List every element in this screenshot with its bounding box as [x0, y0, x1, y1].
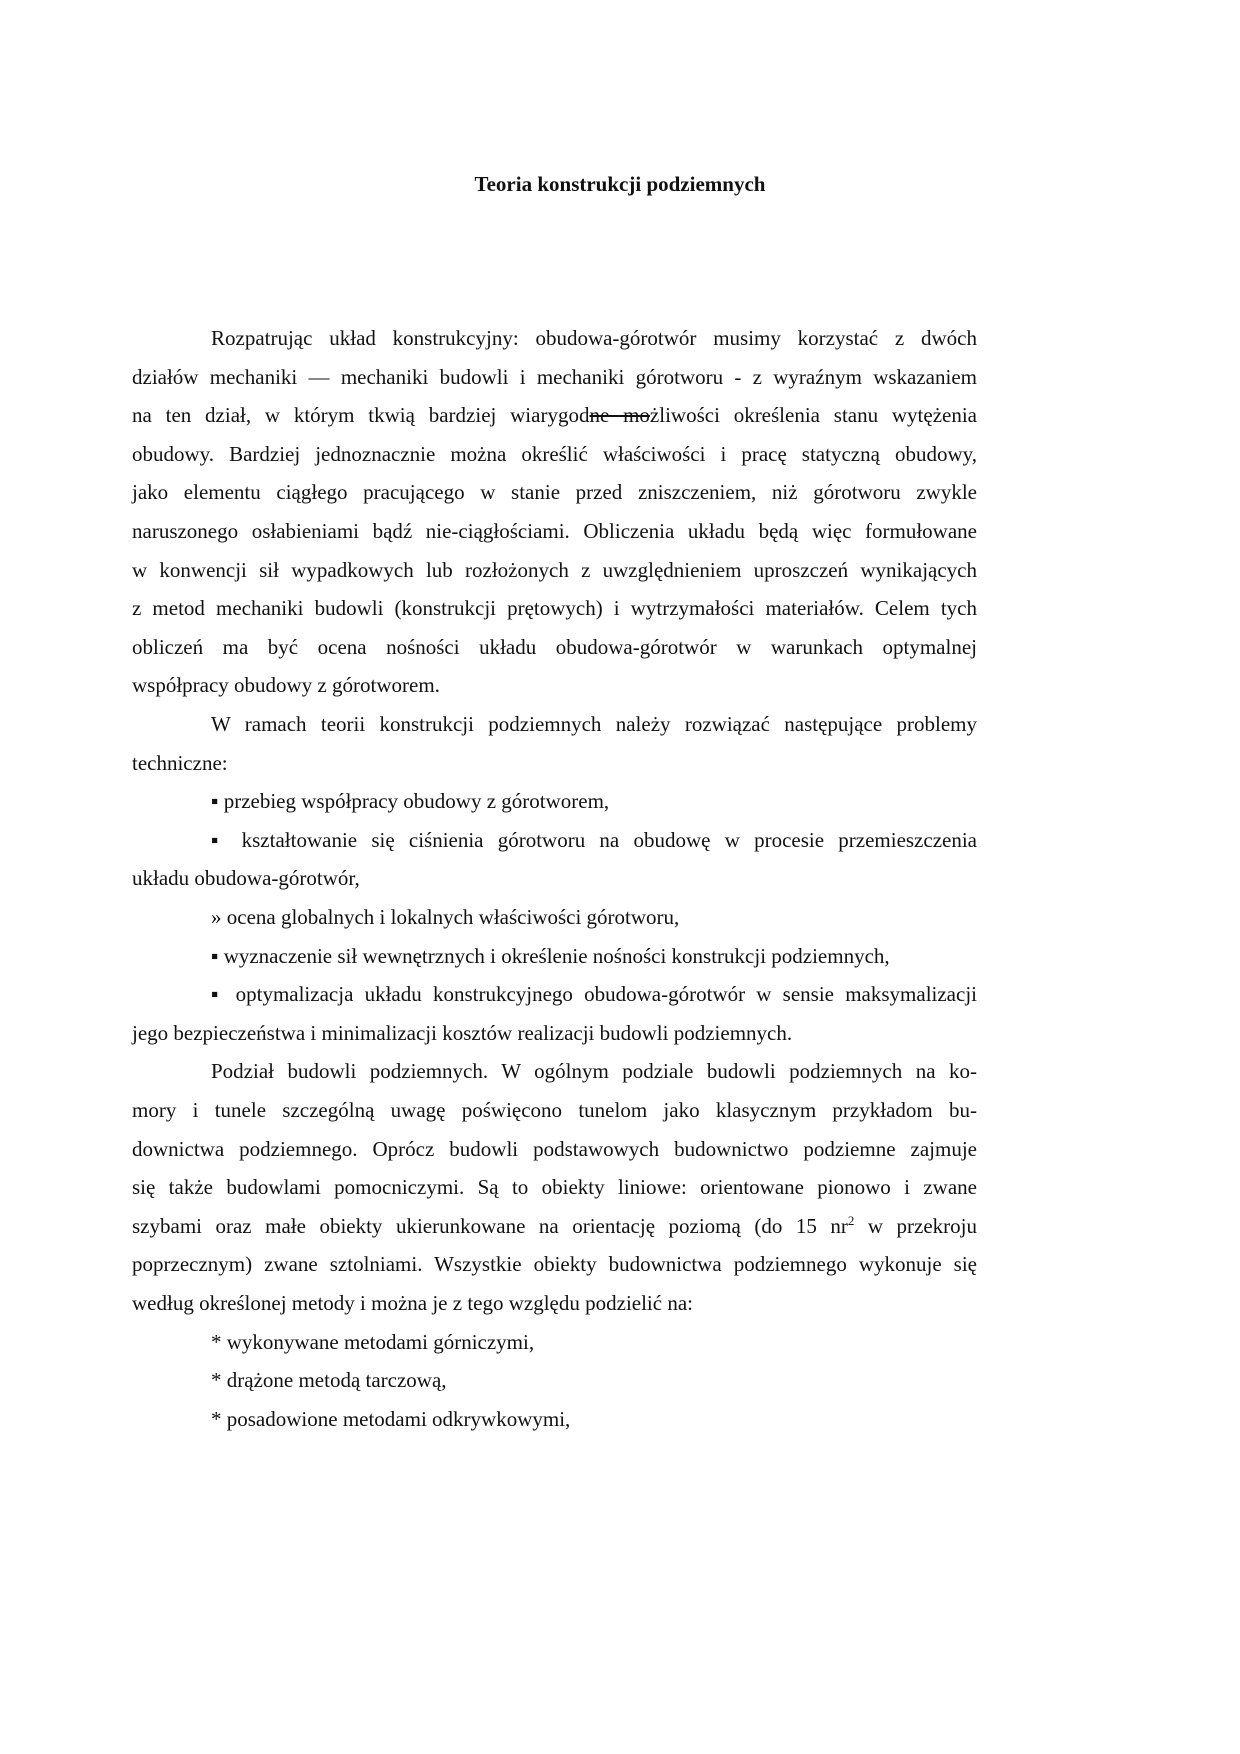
text-line: [132, 556, 977, 584]
text-line: [211, 710, 977, 738]
text-segment: » ocena globalnych i lokalnych właściwości górotworu,: [211, 905, 680, 929]
text-segment: naruszonego osłabieniami bądź nie-ciągłościami. Obliczenia układu będą więc formułowane: [132, 519, 977, 543]
text-segment: obudowy. Bardziej jednoznacznie można określić właściwości i pracę statyczną obudowy,: [132, 441, 977, 466]
text-segment: szybami oraz małe obiekty ukierunkowane na orientację poziomą (do 15 nr: [132, 1213, 848, 1238]
text-line: [132, 440, 977, 468]
text-segment: obliczeń ma być ocena nośności układu obudowa-górotwór w warunkach optymalnej: [132, 634, 977, 659]
text-line: [132, 1173, 977, 1201]
text-segment: * drążone metodą tarczową,: [211, 1368, 447, 1393]
text-line: [132, 1135, 977, 1163]
text-line: [132, 517, 977, 545]
text-segment: W ramach teorii konstrukcji podziemnych należy rozwiązać następujące problemy: [211, 712, 977, 736]
text-segment: żliwości określenia stanu wytężenia: [649, 403, 978, 428]
text-segment: układu obudowa-górotwór,: [132, 866, 360, 891]
text-line: [211, 787, 977, 815]
text-segment: mory i tunele szczególną uwagę poświęcono tunelom jako klasycznym przykładom bu-: [132, 1098, 977, 1122]
text-segment: w konwencji sił wypadkowych lub rozłożonych z uwzględnieniem uproszczeń wynikających: [132, 557, 977, 582]
text-segment: ▪ kształtowanie się ciśnienia górotworu na obudowę w procesie przemieszczenia: [211, 827, 977, 852]
text-segment: według określonej metody i można je z tego względu podzielić na:: [132, 1291, 693, 1315]
text-line: [132, 594, 977, 622]
text-line: [211, 942, 977, 970]
text-line: [132, 749, 977, 777]
text-line: [211, 826, 977, 854]
text-segment: działów mechaniki — mechaniki budowli i mechaniki górotworu - z wyraźnym wskazaniem: [132, 364, 977, 389]
text-segment: na ten dział, w którym tkwią bardziej wiarygod: [132, 403, 590, 428]
text-segment: w przekroju: [854, 1213, 977, 1238]
text-line: [132, 363, 977, 391]
text-line: [211, 903, 977, 931]
text-line: [132, 478, 977, 506]
text-segment: Rozpatrując układ konstrukcyjny: obudowa-górotwór musimy korzystać z dwóch: [211, 326, 977, 350]
text-segment: z metod mechaniki budowli (konstrukcji prętowych) i wytrzymałości materiałów. Celem tych: [132, 596, 977, 621]
text-segment: * posadowione metodami odkrywkowymi,: [211, 1406, 571, 1431]
text-line: [132, 1019, 977, 1047]
text-segment: techniczne:: [132, 750, 228, 775]
text-segment: ▪ przebieg współpracy obudowy z górotworem,: [211, 789, 610, 814]
text-segment: ▪ wyznaczenie sił wewnętrznych i określenie nośności konstrukcji podziemnych,: [211, 943, 890, 968]
text-line: [211, 1328, 977, 1356]
text-line: [132, 1250, 977, 1278]
text-line: [132, 864, 977, 892]
text-line: [211, 1366, 977, 1394]
text-segment: poprzecznym) zwane sztolniami. Wszystkie obiekty budownictwa podziemnego wykonuje się: [132, 1252, 977, 1277]
text-line: [211, 980, 977, 1008]
text-segment: współpracy obudowy z górotworem.: [132, 673, 440, 698]
text-segment: ▪ optymalizacja układu konstrukcyjnego obudowa-górotwór w sensie maksymalizacji: [211, 982, 977, 1007]
superscript: 2: [847, 1212, 855, 1228]
text-line: [132, 633, 977, 661]
text-line: [211, 1057, 977, 1085]
text-line: [132, 401, 977, 429]
text-line: [132, 1096, 977, 1124]
text-segment: jako elementu ciągłego pracującego w stanie przed zniszczeniem, niż górotworu zwykle: [132, 480, 977, 505]
text-segment: * wykonywane metodami górniczymi,: [211, 1329, 535, 1354]
text-line: [211, 324, 977, 352]
text-line: [132, 671, 977, 699]
text-segment: się także budowlami pomocniczymi. Są to obiekty liniowe: orientowane pionowo i zwane: [132, 1175, 977, 1200]
text-segment: downictwa podziemnego. Oprócz budowli podstawowych budownictwo podziemne zajmuje: [132, 1136, 977, 1161]
text-line: [132, 1289, 977, 1317]
text-segment: Podział budowli podziemnych. W ogólnym podziale budowli podziemnych na ko-: [211, 1059, 977, 1084]
text-line: [211, 1405, 977, 1433]
struck-text: ne mo: [589, 403, 650, 428]
text-segment: jego bezpieczeństwa i minimalizacji kosztów realizacji budowli podziemnych.: [132, 1020, 793, 1045]
document-title: Teoria konstrukcji podziemnych: [474, 172, 766, 196]
text-line: [132, 1212, 977, 1240]
